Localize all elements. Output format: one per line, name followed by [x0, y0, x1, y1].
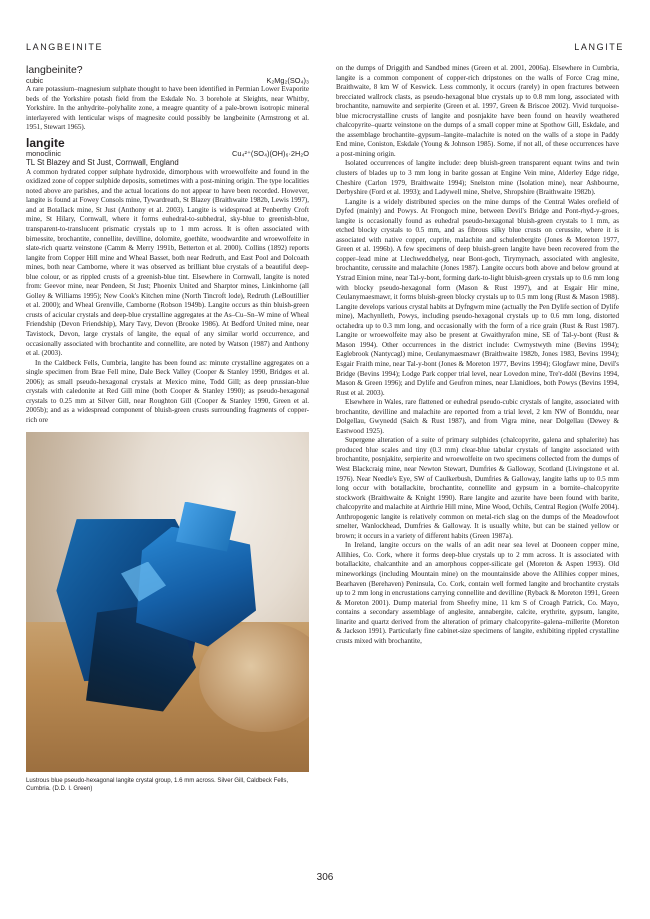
right-column: [336, 64, 619, 864]
left-column: [26, 64, 309, 884]
langite-paragraph: Supergene alteration of a suite of primary sulphides (chalcopyrite, galena and sphalerite) has produced blue scales and tiny (0.3 mm) clear-blue tabular crystals of langite associated with brochantite, posnjakite, serpierite and wroewolfeite on two specimens collected from the dumps of West Blackcraig mine, near Newton Stewart, Dumfries & Galloway, Scotland (Livingstone et al. 1976). Near Needle's Eye, SW of Caulkerbush, Dumfries & Galloway, langite laths up to 0.5 mm long occur with botallackite, brochantite, connellite and gypsum in a bornite–chalcopyrite stockwork (Braithwaite & Knight 1990). Rare langite and azurite have been found with barite, chalcopyrite and malachite at Airthrie Hill mine, Mine Wood, Ochils, Central Region (Wolfe 2004). Anthropogenic langite is relatively common on metal-rich slag on the dumps of the Meadowfoot smelter, Wanlockhead, Dumfries & Galloway. It is usually white, but can be stained yellow or brown; it occurs in a variety of different habits (Green 1987a).: [336, 436, 619, 540]
langite-paragraph: In Ireland, langite occurs on the walls of an adit near sea level at Dooneen copper mine, Allihies, Co. Cork, where it forms deep-blue crystals up to 2 mm across. It is associated with botallackite, chalcanthite and an amorphous copper-silicate gel (Moreton & Aspen 1993). Old mineworkings (including Mountain mine) on the mountainside above the Allihies copper mines, Bearhaven (Berehaven) Peninsula, Co. Cork, contain well formed langite and brochantite crystals up to 2 mm long in encrustations carrying connellite and devilline (Ryback & Moreton 1991, Green & Moreton 2001). Dump material from Sheefry mine, 11 km S of Croagh Patrick, Co. Mayo, contains a secondary assemblage of anglesite, annabergite, calcite, erythrite, gypsum, langite, linarite and quartz derived from the alteration of primary chalcopyrite–galena–millerite (Moreton & Jackson 1991). Particularly fine cabinet-size specimens of langite, exhibiting rippled crystalline crusts mixed with brochantite,: [336, 541, 619, 645]
langite-paragraph: Langite is a widely distributed species on the mine dumps of the Central Wales orefield of Dyfed (mainly) and Powys. At Frongoch mine, between Devil's Bridge and Pont-rhyd-y-groes, langite is occasionally found as euhedral pseudo-hexagonal bluish-green crystals to 1 mm, as etched blocky crystals to 0.5 mm, and as fibrous silky blue crusts on cerussite, where it is associated with native copper, cuprite, malachite and schulenbergite (Jones & Moreton 1977, Green et al. 1996b). A few specimens of deep bluish-green langite have been recovered from the copper–lead mine at Llechweddhelyg, near Bont-goch, Tirymynach, associated with anglesite, brochantite, cerussite and malachite (Jones 1987). Langite occurs both above and below ground at Ystrad Einion mine, near Tal-y-bont, forming dark-to-light bluish-green crystals up to 0.6 mm long with blocky pseudo-hexagonal form (Mason & Rust 1997), and at Esgair Hir mine, Ceulanymaesmawr, it forms bluish-green blocky crystals up to 0.5 mm long (Rust & Mason 1988). Langite develops various crystal habits at Dyfngwm mine (actually the Pen Dylife section of Dylife mine), Machynlleth, Powys, including pseudo-hexagonal crystals up to 0.6 mm long, distorted octahedra up to 0.3 mm long, and occasionally with the form of a rice grain (Rust & Rust 1987). Langite or wroewolfeite may also be present at Gwaithyrafon mine, SE of Tal-y-bont (Rust & Mason 1994). Other occurrences in the district include: Cwmystwyth mine (Bevins 1994); Eaglebrook (Nantycagl) mine, Ceulanymaesmawr (Braithwaite 1982b, Jones 1983, Bevins 1994); Esgair Fraith mine, near Tal-y-bont (Jones & Moreton 1977, Bevins 1994); Glogfawr mine, Devil's Bridge (Bevins 1994); Lodge Park copper trial level, near Lovedon mine, Tre'r-ddôl (Bevins 1994, Mason & Green 1996); and Dylife and Geufron mines, near Llanidloes, both Powys (Bevins 1994, Rust et al. 2003).: [336, 197, 619, 397]
langbeinite-title: langbeinite?: [26, 64, 83, 76]
langite-title: langite: [26, 135, 65, 150]
langite-paragraph: In the Caldbeck Fells, Cumbria, langite has been found as: minute crystalline aggregates on a single specimen from Brae Fell mine, Dale Beck Valley (Cooper & Stanley 1990, Bridges et al. 2006); as small pseudo-hexagonal crystals at Mexico mine, Todd Gill; as deep prussian-blue crystals with caledonite at Red Gill mine (both Cooper & Stanley 1990); as pseudo-hexagonal crystals to 0.25 mm at Silver Gill, near Roughton Gill (Cooper & Stanley 1990, Green et al. 2005b); and as a widespread component of bluish-green crusts surrounding fragments of copper-rich ore: [26, 358, 309, 424]
langite-paragraph: Elsewhere in Wales, rare flattened or euhedral pseudo-cubic crystals of langite, associated with brochantite, devilline and malachite are reported from a trial level, 2 km NW of Bontddu, near Dolgellau, Gwynedd (Saich & Rust 1987), and from Vigra mine, near Dolgellau (Dewey & Eastwood 1925).: [336, 398, 619, 435]
running-head-left: LANGBEINITE: [26, 42, 104, 52]
langite-paragraph: on the dumps of Driggith and Sandbed mines (Green et al. 2001, 2006a). Elsewhere in Cumbria, langite is a common component of copper-rich dripstones on the walls of Force Crag mine, Braithwaite, 8 km W of Keswick. Less commonly, it occurs (rarely) in open fractures between brecciated wallrock clasts, as pseudo-hexagonal blue crystals up to 0.8 mm long, associated with brochantite, namuwite and serpierite (Green et al. 1997, Green & Briscoe 2002). Vivid turquoise-blue microcrystalline crusts of langite and posnjakite have been found on heavily weathered chalcopyrite–quartz veinstone on the dumps of a small copper mine at Spothow Gill, Eskdale, and the assemblage brochantite–gypsum–langite–malachite is noted on the walls of a stope in Paddy End mine, Coniston, Eskdale (Young & Johnson 1985). Some, if not all, of these occurrences have a post-mining origin.: [336, 64, 619, 158]
langbeinite-meta: [26, 76, 309, 85]
langite-meta: [26, 149, 309, 158]
running-head-right: LANGITE: [574, 42, 624, 52]
langite-system: monoclinic: [26, 148, 61, 158]
langbeinite-paragraph: A rare potassium–magnesium sulphate thought to have been identified in Permian Lower Evaporite beds of the Yorkshire potash field from the Eskdale No. 3 borehole at Sleights, near Whitby, Yorkshire. In the anhydrite–polyhalite zone, a meagre quantity of a pale-brown isotropic mineral interlayered with lenticular wisps of magnesite could possibly be langbeinite (Armstrong et al. 1951, Stewart 1965).: [26, 85, 309, 132]
langbeinite-formula: K₂Mg₂(SO₄)₃: [266, 76, 309, 85]
langite-paragraph: A common hydrated copper sulphate hydroxide, dimorphous with wroewolfeite and found in the oxidized zone of copper sulphide deposits, sometimes with a post-mining origin. The type localities noted above are parishes, and the actual locations do not appear to have been recorded. However, langite is found at Fowey Consols mine, Tywardreath, St Blazey (Braithwaite 1982b, Lewis 1997), and at Botallack mine, St Just (Anthony et al. 2003). Langite is widespread at Penberthy Croft mine, St Hilary, Cornwall, where it forms euhedral-to-subhedral, sky-blue to greenish-blue, transparent-to-translucent prismatic crystals up to 1 mm across. It is often associated with birnessite, brochantite, connellite, devilline, dolomite, goethite, woodwardite and wroewolfeite in slate-rich quartz veinstone (Camm & Merry 1991b, Betterton et al. 2000). Collins (1892) reports langite from Copper Hill mine and Wheal Basset, both near Redruth, and East Pool and Dolcoath mines, both near Camborne, where it was observed as brilliant blue crystals of a beautiful deep-blue colour, or as rippled crusts of a greenish-blue tint. Elsewhere in Cornwall, langite is noted from: Geevor mine, near Pendeen, St Just; Phoenix United and Sharptor mines, Linkinhorne (all Golley & Williams 1995); New Cook's Kitchen mine (North Tincroft lode), Redruth (LeBoutillier et al. 2000); and Wheal Grenville, Camborne (Robson 1949b). Langite occurs as thin bluish-green crusts of acicular crystals and deep-blue crystalline aggregates at the As–Cu–Sn–W mine of Wheal Friendship (Devon Friendship), Mary Tavy, Devon (Brooke 1986). At Bedford United mine, near Tavistock, Devon, large crystals of langite, the equal of any similar world occurrence, and occasionally associated with brochantite and connellite, are noted by Watson (1987) and Anthony et al. (2003).: [26, 167, 309, 358]
langite-formula: Cu₄²⁺(SO₄)(OH)₆·2H₂O: [232, 148, 309, 158]
langite-paragraph: Isolated occurrences of langite include: deep bluish-green transparent equant twins and twin clusters of blades up to 3 mm long in barite gossan at Engine Vein mine, Alderley Edge ridge, Cheshire (Carlon 1979, Braithwaite 1994); Snelston mine (Isolation mine), near Ashbourne, Derbyshire (Ford et al. 1993); and Ladywell mine, Shelve, Shropshire (Braithwaite 1982b).: [336, 159, 619, 197]
langite-crystal-photo: [26, 432, 309, 772]
langbeinite-system: cubic: [26, 76, 44, 85]
photo-caption: Lustrous blue pseudo-hexagonal langite crystal group, 1.6 mm across. Silver Gill, Caldbeck Fells, Cumbria. (D.D. I. Green): [26, 776, 289, 792]
page-number: 306: [316, 872, 334, 883]
langite-type-locality: TL St Blazey and St Just, Cornwall, England: [26, 157, 179, 167]
